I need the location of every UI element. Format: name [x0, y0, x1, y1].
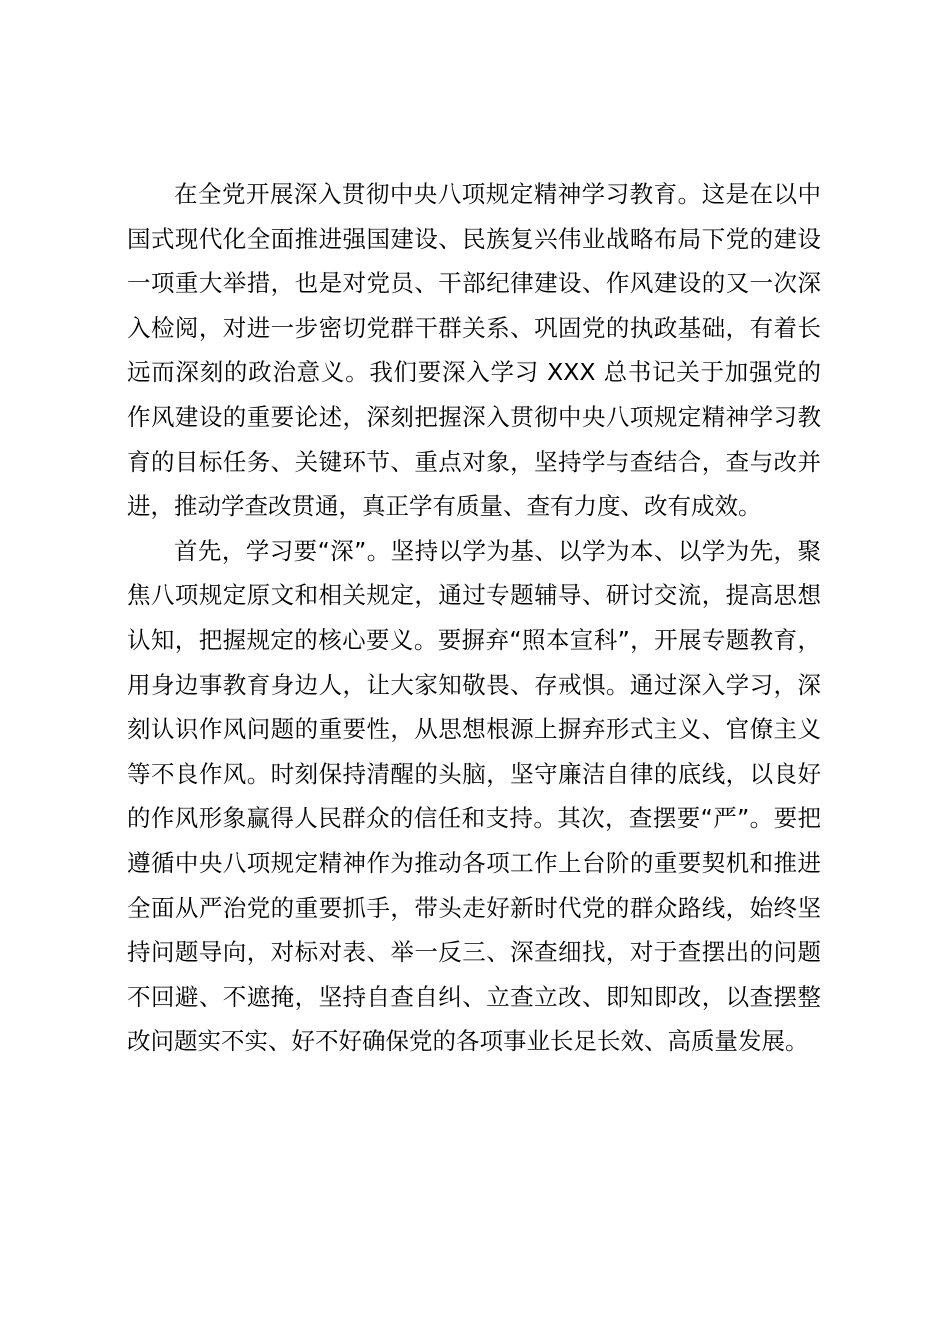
document-body [127, 172, 821, 1064]
paragraph-intro: 在全党开展深入贯彻中央八项规定精神学习教育。这是在以中国式现代化全面推进强国建设、民族复兴伟业战略布局下党的建设一项重大举措，也是对党员、干部纪律建设、作风建设的又一次深入检阅，对进一步密切党群干群关系、巩固党的执政基础，有着长远而深刻的政治意义。我们要深入学习 XXX 总书记关于加强党的作风建设的重要论述，深刻把握深入贯彻中央八项规定精神学习教育的目标任务、关键环节、重点对象，坚持学与查结合，查与改并进，推动学查改贯通，真正学有质量、查有力度、改有成效。 [127, 180, 821, 521]
paragraph-study-and-review: 首先，学习要“深”。坚持以学为基、以学为本、以学为先，聚焦八项规定原文和相关规定，通过专题辅导、研讨交流，提高思想认知，把握规定的核心要义。要摒弃“照本宣科”，开展专题教育，用身边事教育身边人，让大家知敬畏、存戒惧。通过深入学习，深刻认识作风问题的重要性，从思想根源上摒弃形式主义、官僚主义等不良作风。时刻保持清醒的头脑，坚守廉洁自律的底线，以良好的作风形象赢得人民群众的信任和支持。其次，查摆要“严”。要把遵循中央八项规定精神作为推动各项工作上台阶的重要契机和推进全面从严治党的重要抓手，带头走好新时代党的群众路线，始终坚持问题导向，对标对表、举一反三、深查细找，对于查摆出的问题不回避、不遮掩，坚持自查自纠、立查立改、即知即改，以查摆整改问题实不实、好不好确保党的各项事业长足长效、高质量发展。 [127, 536, 821, 1056]
